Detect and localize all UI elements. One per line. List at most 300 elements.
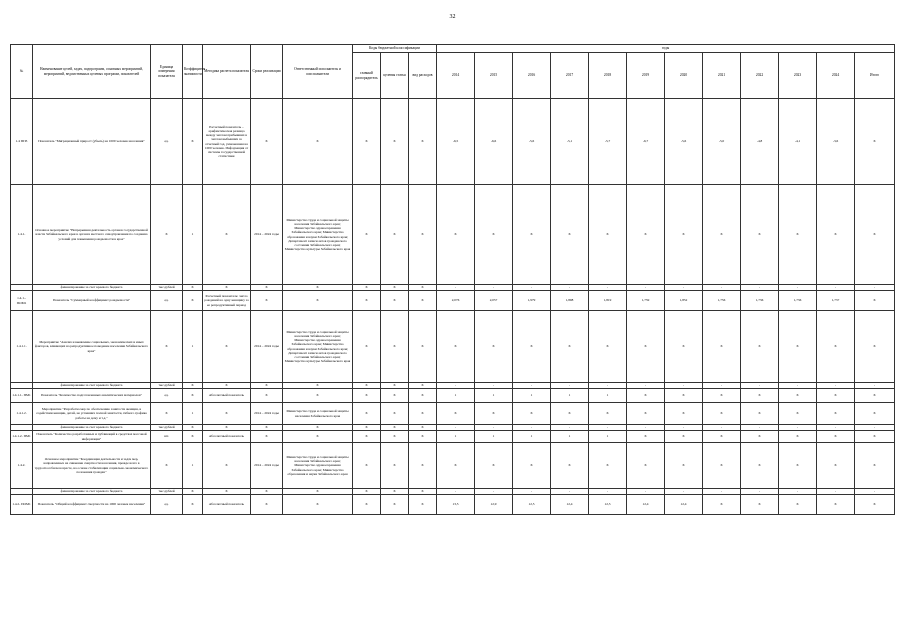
row-method: Абсолютный показатель [203, 389, 251, 403]
row-year-value: X [627, 389, 665, 403]
header-year: 2024 [817, 53, 855, 99]
row-coef: X [183, 99, 203, 185]
row-year-value: X [741, 443, 779, 489]
row-budget-article: X [381, 285, 409, 291]
header-year: 2014 [437, 53, 475, 99]
row-budget-article: X [381, 389, 409, 403]
header-year: 2020 [665, 53, 703, 99]
table-row [11, 185, 895, 285]
row-coef: 1 [183, 443, 203, 489]
row-year-value: - [513, 425, 551, 431]
row-year-value: X [513, 443, 551, 489]
row-year-value: X [703, 403, 741, 425]
row-year-value: - [437, 285, 475, 291]
row-number: 1.4.1.- ПОМ1 [11, 291, 33, 311]
row-term: 2014 – 2024 годы [251, 403, 283, 425]
header-year: 2015 [475, 53, 513, 99]
row-year-value: X [627, 443, 665, 489]
row-year-value: - [779, 383, 817, 389]
row-year-value: - [665, 489, 703, 495]
row-year-value: X [665, 311, 703, 383]
row-year-value: -5,1 [551, 99, 589, 185]
row-budget-type: X [409, 285, 437, 291]
row-year-value: 13,5 [437, 495, 475, 515]
row-unit: ед. [151, 389, 183, 403]
row-year-value: - [703, 383, 741, 389]
row-budget-type: X [409, 383, 437, 389]
row-coef: 1 [183, 311, 203, 383]
row-number: 1.4.1.1- ПМ1 [11, 389, 33, 403]
row-budget-main: X [353, 403, 381, 425]
row-executor: X [283, 389, 353, 403]
row-year-value: - [817, 489, 855, 495]
row-budget-article: X [381, 489, 409, 495]
header-year: 2017 [551, 53, 589, 99]
row-term: 2014 – 2024 годы [251, 311, 283, 383]
header-budget-sub: главный распорядитель [353, 53, 381, 99]
row-year-value: X [437, 403, 475, 425]
row-coef: X [183, 389, 203, 403]
row-budget-article: X [381, 443, 409, 489]
row-method: X [203, 311, 251, 383]
row-method: Абсолютный показатель [203, 431, 251, 443]
row-year-value: - [855, 425, 895, 431]
row-year-value: - [665, 425, 703, 431]
row-year-value: X [855, 185, 895, 285]
row-budget-article: X [381, 383, 409, 389]
row-budget-article: X [381, 431, 409, 443]
row-year-value: X [779, 431, 817, 443]
row-number: 1.4 ПП3 [11, 99, 33, 185]
row-year-value: 12,4 [551, 495, 589, 515]
row-method: X [203, 403, 251, 425]
row-year-value: 2,057 [475, 291, 513, 311]
row-year-value: - [741, 489, 779, 495]
row-unit: тыс.рублей [151, 285, 183, 291]
row-year-value: X [589, 185, 627, 285]
row-method: X [203, 285, 251, 291]
row-year-value: 1 [551, 431, 589, 443]
row-year-value: X [627, 185, 665, 285]
row-executor: X [283, 383, 353, 389]
row-unit: X [151, 443, 183, 489]
row-name: Основное мероприятие "Координация деятельности и задач мер, направленных на снижение смертности населения, прежде всего в трудоспособном возрасте, на основе стабилизации социально-экономического положения граждан" [33, 443, 151, 489]
row-unit: тыс.рублей [151, 425, 183, 431]
row-year-value: -6,6 [475, 99, 513, 185]
row-name: Основное мероприятие "Непрерывная деятельность органов государственной власти Забайкальского края в органах местного самоуправления по созданию условий для повышения рождаемости в крае" [33, 185, 151, 285]
row-coef: X [183, 383, 203, 389]
row-year-value: X [475, 443, 513, 489]
row-year-value: - [665, 285, 703, 291]
row-year-value: X [817, 185, 855, 285]
row-year-value: 1,737 [817, 291, 855, 311]
row-number: 1.4.2. [11, 443, 33, 489]
row-year-value: X [855, 291, 895, 311]
row-executor: Министерство труда и социальной защиты населения Забайкальского края; Министерство здравоохранения Забайкальского края; Министерство образования и науки Забайкальского края; Департамент записи актов гражданского состояния Забайкальского края; Министерство культуры Забайкальского края [283, 185, 353, 285]
row-method: Абсолютный показатель [203, 495, 251, 515]
row-budget-main: X [353, 389, 381, 403]
header-term: Сроки реализации [251, 45, 283, 99]
table-header [11, 45, 895, 99]
row-budget-main: X [353, 311, 381, 383]
row-year-value: 1,756 [703, 291, 741, 311]
row-year-value: -4,8 [741, 99, 779, 185]
row-unit: шт. [151, 431, 183, 443]
row-term: X [251, 99, 283, 185]
row-budget-type: X [409, 425, 437, 431]
row-term: X [251, 389, 283, 403]
row-coef: 1 [183, 403, 203, 425]
header-year: 2021 [703, 53, 741, 99]
row-year-value: X [779, 389, 817, 403]
row-budget-article: X [381, 403, 409, 425]
row-year-value: - [475, 425, 513, 431]
row-name: Показатель "Миграционный прирост (убыль) на 1000 человек населения" [33, 99, 151, 185]
row-year-value: - [513, 489, 551, 495]
header-no: № [11, 45, 33, 99]
row-year-value: 1,979 [513, 291, 551, 311]
header-budget-sub: вид расходов [409, 53, 437, 99]
row-year-value: 1 [437, 389, 475, 403]
row-unit: X [151, 311, 183, 383]
row-year-value: 12,5 [513, 495, 551, 515]
row-year-value: - [817, 425, 855, 431]
row-year-value: 1,736 [741, 291, 779, 311]
row-year-value: - [779, 425, 817, 431]
row-year-value: X [703, 443, 741, 489]
row-year-value: X [513, 403, 551, 425]
row-year-value: - [589, 285, 627, 291]
row-year-value: X [855, 99, 895, 185]
row-year-value: - [627, 489, 665, 495]
row-budget-type: X [409, 185, 437, 285]
row-year-value: X [551, 403, 589, 425]
row-coef: X [183, 489, 203, 495]
row-year-value: X [703, 495, 741, 515]
row-term: X [251, 431, 283, 443]
row-year-value: - [475, 383, 513, 389]
row-method: X [203, 185, 251, 285]
row-year-value: - [779, 489, 817, 495]
row-year-value: -5,6 [665, 99, 703, 185]
row-executor: Министерство труда и социальной защиты населения Забайкальского края [283, 403, 353, 425]
row-year-value: X [589, 311, 627, 383]
row-unit: тыс.рублей [151, 489, 183, 495]
row-year-value: X [665, 185, 703, 285]
row-executor: X [283, 431, 353, 443]
row-year-value: X [589, 403, 627, 425]
row-unit: ед. [151, 495, 183, 515]
table-row [11, 403, 895, 425]
row-year-value: X [779, 403, 817, 425]
row-year-value: 1 [513, 431, 551, 443]
row-year-value: 12,4 [665, 495, 703, 515]
row-budget-article: X [381, 185, 409, 285]
row-method: X [203, 425, 251, 431]
row-year-value: X [665, 443, 703, 489]
row-year-value: - [437, 489, 475, 495]
row-number: 1.4.1.1. [11, 311, 33, 383]
row-budget-main: X [353, 185, 381, 285]
row-year-value: 1,852 [665, 291, 703, 311]
row-year-value: X [475, 185, 513, 285]
row-year-value: - [589, 383, 627, 389]
row-term: 2014 – 2024 годы [251, 185, 283, 285]
row-year-value: X [817, 311, 855, 383]
row-year-value: X [741, 403, 779, 425]
row-year-value: 1 [589, 389, 627, 403]
table-row [11, 389, 895, 403]
row-term: 2014 – 2024 годы [251, 443, 283, 489]
row-term: X [251, 291, 283, 311]
row-year-value: X [437, 443, 475, 489]
row-unit: X [151, 185, 183, 285]
row-budget-main: X [353, 99, 381, 185]
row-year-value: - [741, 425, 779, 431]
row-year-value: - [551, 383, 589, 389]
row-year-value: X [475, 403, 513, 425]
row-budget-article: X [381, 311, 409, 383]
row-number: 1.4.2- ПОМ1 [11, 495, 33, 515]
row-name: финансирование за счет краевого бюджета [33, 489, 151, 495]
row-year-value: -6,7 [627, 99, 665, 185]
row-year-value: X [817, 389, 855, 403]
row-year-value: X [513, 185, 551, 285]
row-budget-type: X [409, 443, 437, 489]
row-term: X [251, 489, 283, 495]
row-year-value: X [551, 443, 589, 489]
table-body [11, 99, 895, 515]
row-year-value: - [817, 383, 855, 389]
row-year-value: X [665, 389, 703, 403]
row-year-value: - [855, 383, 895, 389]
row-coef: X [183, 285, 203, 291]
row-year-value: 12,9 [475, 495, 513, 515]
row-name: Мероприятие "Анализ и выявление социальных, экономических и иных факторов, влияющих на репродуктивное поведение населения Забайкальского края" [33, 311, 151, 383]
row-year-value: X [817, 443, 855, 489]
header-executor: Ответственный исполнитель и соисполнители [283, 45, 353, 99]
table-row [11, 311, 895, 383]
header-coef: Коэффициент значимости [183, 45, 203, 99]
row-year-value: 1 [589, 431, 627, 443]
row-year-value: X [741, 389, 779, 403]
row-year-value: X [817, 431, 855, 443]
row-year-value: X [855, 431, 895, 443]
header-year: 2023 [779, 53, 817, 99]
row-name: финансирование за счет краевого бюджета [33, 285, 151, 291]
row-unit: тыс.рублей [151, 383, 183, 389]
row-year-value: X [741, 185, 779, 285]
header-year: 2019 [627, 53, 665, 99]
row-executor: X [283, 425, 353, 431]
row-year-value: - [855, 489, 895, 495]
table-row [11, 431, 895, 443]
row-year-value: 2,076 [437, 291, 475, 311]
row-coef: X [183, 291, 203, 311]
header-name: Наименование целей, задач, подпрограмм, основных мероприятий, мероприятий, ведомственных целевых программ, показателей [33, 45, 151, 99]
row-name: Показатель "Количество подготовленных аналитических материалов" [33, 389, 151, 403]
row-year-value: X [779, 443, 817, 489]
row-budget-main: X [353, 425, 381, 431]
row-budget-type: X [409, 311, 437, 383]
row-budget-article: X [381, 99, 409, 185]
header-year: Итого [855, 53, 895, 99]
row-year-value: - [703, 425, 741, 431]
row-year-value: X [551, 311, 589, 383]
row-unit: ед. [151, 99, 183, 185]
row-coef: X [183, 495, 203, 515]
row-year-value: 1 [437, 431, 475, 443]
row-year-value: -5,0 [703, 99, 741, 185]
header-years: годы [437, 45, 895, 53]
row-year-value: X [855, 311, 895, 383]
row-year-value: - [437, 425, 475, 431]
row-term: X [251, 495, 283, 515]
row-year-value: X [627, 431, 665, 443]
row-method: Расчетный показатель: число рождений на одну женщину за ее репродуктивный период [203, 291, 251, 311]
row-year-value: X [855, 495, 895, 515]
table-row [11, 443, 895, 489]
row-year-value: - [513, 285, 551, 291]
row-year-value: - [779, 285, 817, 291]
header-budget-sub: целевая статья [381, 53, 409, 99]
row-year-value: 1 [475, 389, 513, 403]
row-year-value: - [627, 285, 665, 291]
row-method: X [203, 489, 251, 495]
row-year-value: - [855, 285, 895, 291]
header-year: 2022 [741, 53, 779, 99]
header-year: 2018 [589, 53, 627, 99]
row-budget-type: X [409, 489, 437, 495]
row-year-value: 1,736 [779, 291, 817, 311]
row-year-value: - [475, 489, 513, 495]
row-budget-main: X [353, 291, 381, 311]
table-row [11, 99, 895, 185]
row-budget-main: X [353, 489, 381, 495]
row-year-value: -4,1 [779, 99, 817, 185]
row-budget-article: X [381, 425, 409, 431]
row-budget-article: X [381, 291, 409, 311]
row-method: X [203, 383, 251, 389]
row-budget-main: X [353, 431, 381, 443]
row-executor: Министерство труда и социальной защиты населения Забайкальского края; Министерство здравоохранения Забайкальского края; Министерство образования и науки Забайкальского края [283, 443, 353, 489]
row-name: финансирование за счет краевого бюджета [33, 383, 151, 389]
header-budget: Коды бюджетной классификации [353, 45, 437, 53]
program-table [10, 44, 895, 515]
row-year-value: X [817, 495, 855, 515]
row-year-value: - [589, 425, 627, 431]
row-year-value: - [437, 383, 475, 389]
row-coef: X [183, 431, 203, 443]
row-coef: X [183, 425, 203, 431]
row-year-value: - [741, 383, 779, 389]
row-year-value: 1,819 [589, 291, 627, 311]
row-year-value: - [475, 285, 513, 291]
row-year-value: - [551, 285, 589, 291]
row-year-value: - [817, 285, 855, 291]
row-year-value: X [513, 311, 551, 383]
row-year-value: 1,898 [551, 291, 589, 311]
row-budget-main: X [353, 383, 381, 389]
row-year-value: X [741, 431, 779, 443]
row-year-value: X [627, 311, 665, 383]
table-row [11, 495, 895, 515]
row-unit: ед. [151, 291, 183, 311]
row-year-value: X [703, 311, 741, 383]
row-method: X [203, 443, 251, 489]
row-year-value: - [703, 489, 741, 495]
row-year-value: - [551, 489, 589, 495]
header-unit: Единица измерения показателя [151, 45, 183, 99]
row-year-value: X [703, 185, 741, 285]
row-executor: Министерство труда и социальной защиты населения Забайкальского края; Министерство здравоохранения Забайкальского края; Министерство образования и науки Забайкальского края; Департамент записи актов гражданского состояния Забайкальского края; Министерство культуры Забайкальского края [283, 311, 353, 383]
row-executor: X [283, 285, 353, 291]
row-year-value: X [703, 389, 741, 403]
row-year-value: X [741, 495, 779, 515]
row-term: X [251, 285, 283, 291]
row-budget-main: X [353, 285, 381, 291]
row-term: X [251, 425, 283, 431]
row-number: 1.4.1. [11, 185, 33, 285]
row-year-value: X [437, 185, 475, 285]
row-year-value: X [665, 431, 703, 443]
row-number: 1.4.1.2- ПМ1 [11, 431, 33, 443]
row-name: Показатель "Общий коэффициент смертности на 1000 человек населения" [33, 495, 151, 515]
row-year-value: 12,4 [627, 495, 665, 515]
header-method: Методика расчета показателя [203, 45, 251, 99]
row-year-value: 1 [551, 389, 589, 403]
row-name: Показатель "Количество разработанных и публикаций в средствах массовой информации" [33, 431, 151, 443]
row-budget-type: X [409, 403, 437, 425]
row-budget-article: X [381, 495, 409, 515]
row-year-value: - [513, 383, 551, 389]
row-year-value: - [665, 383, 703, 389]
row-year-value: -5,6 [513, 99, 551, 185]
row-executor: X [283, 291, 353, 311]
row-executor: X [283, 99, 353, 185]
row-year-value: X [855, 403, 895, 425]
row-budget-type: X [409, 291, 437, 311]
row-year-value: X [551, 185, 589, 285]
row-budget-main: X [353, 495, 381, 515]
row-year-value: - [627, 383, 665, 389]
row-executor: X [283, 489, 353, 495]
row-year-value: X [703, 431, 741, 443]
row-year-value: - [627, 425, 665, 431]
row-budget-type: X [409, 431, 437, 443]
row-year-value: X [779, 495, 817, 515]
row-name: финансирование за счет краевого бюджета [33, 425, 151, 431]
row-year-value: 1 [513, 389, 551, 403]
page-number: 32 [449, 14, 456, 20]
row-budget-main: X [353, 443, 381, 489]
row-unit: X [151, 403, 183, 425]
row-year-value: X [627, 403, 665, 425]
row-year-value: X [475, 311, 513, 383]
row-year-value: - [589, 489, 627, 495]
row-year-value: X [817, 403, 855, 425]
row-year-value: X [437, 311, 475, 383]
row-year-value: -5,7 [589, 99, 627, 185]
header-year: 2016 [513, 53, 551, 99]
row-year-value: 1 [475, 431, 513, 443]
row-budget-type: X [409, 99, 437, 185]
row-term: X [251, 383, 283, 389]
row-year-value: 12,3 [589, 495, 627, 515]
row-name: Показатель "Суммарный коэффициент рождаемости" [33, 291, 151, 311]
row-budget-type: X [409, 495, 437, 515]
row-year-value: -6,5 [437, 99, 475, 185]
